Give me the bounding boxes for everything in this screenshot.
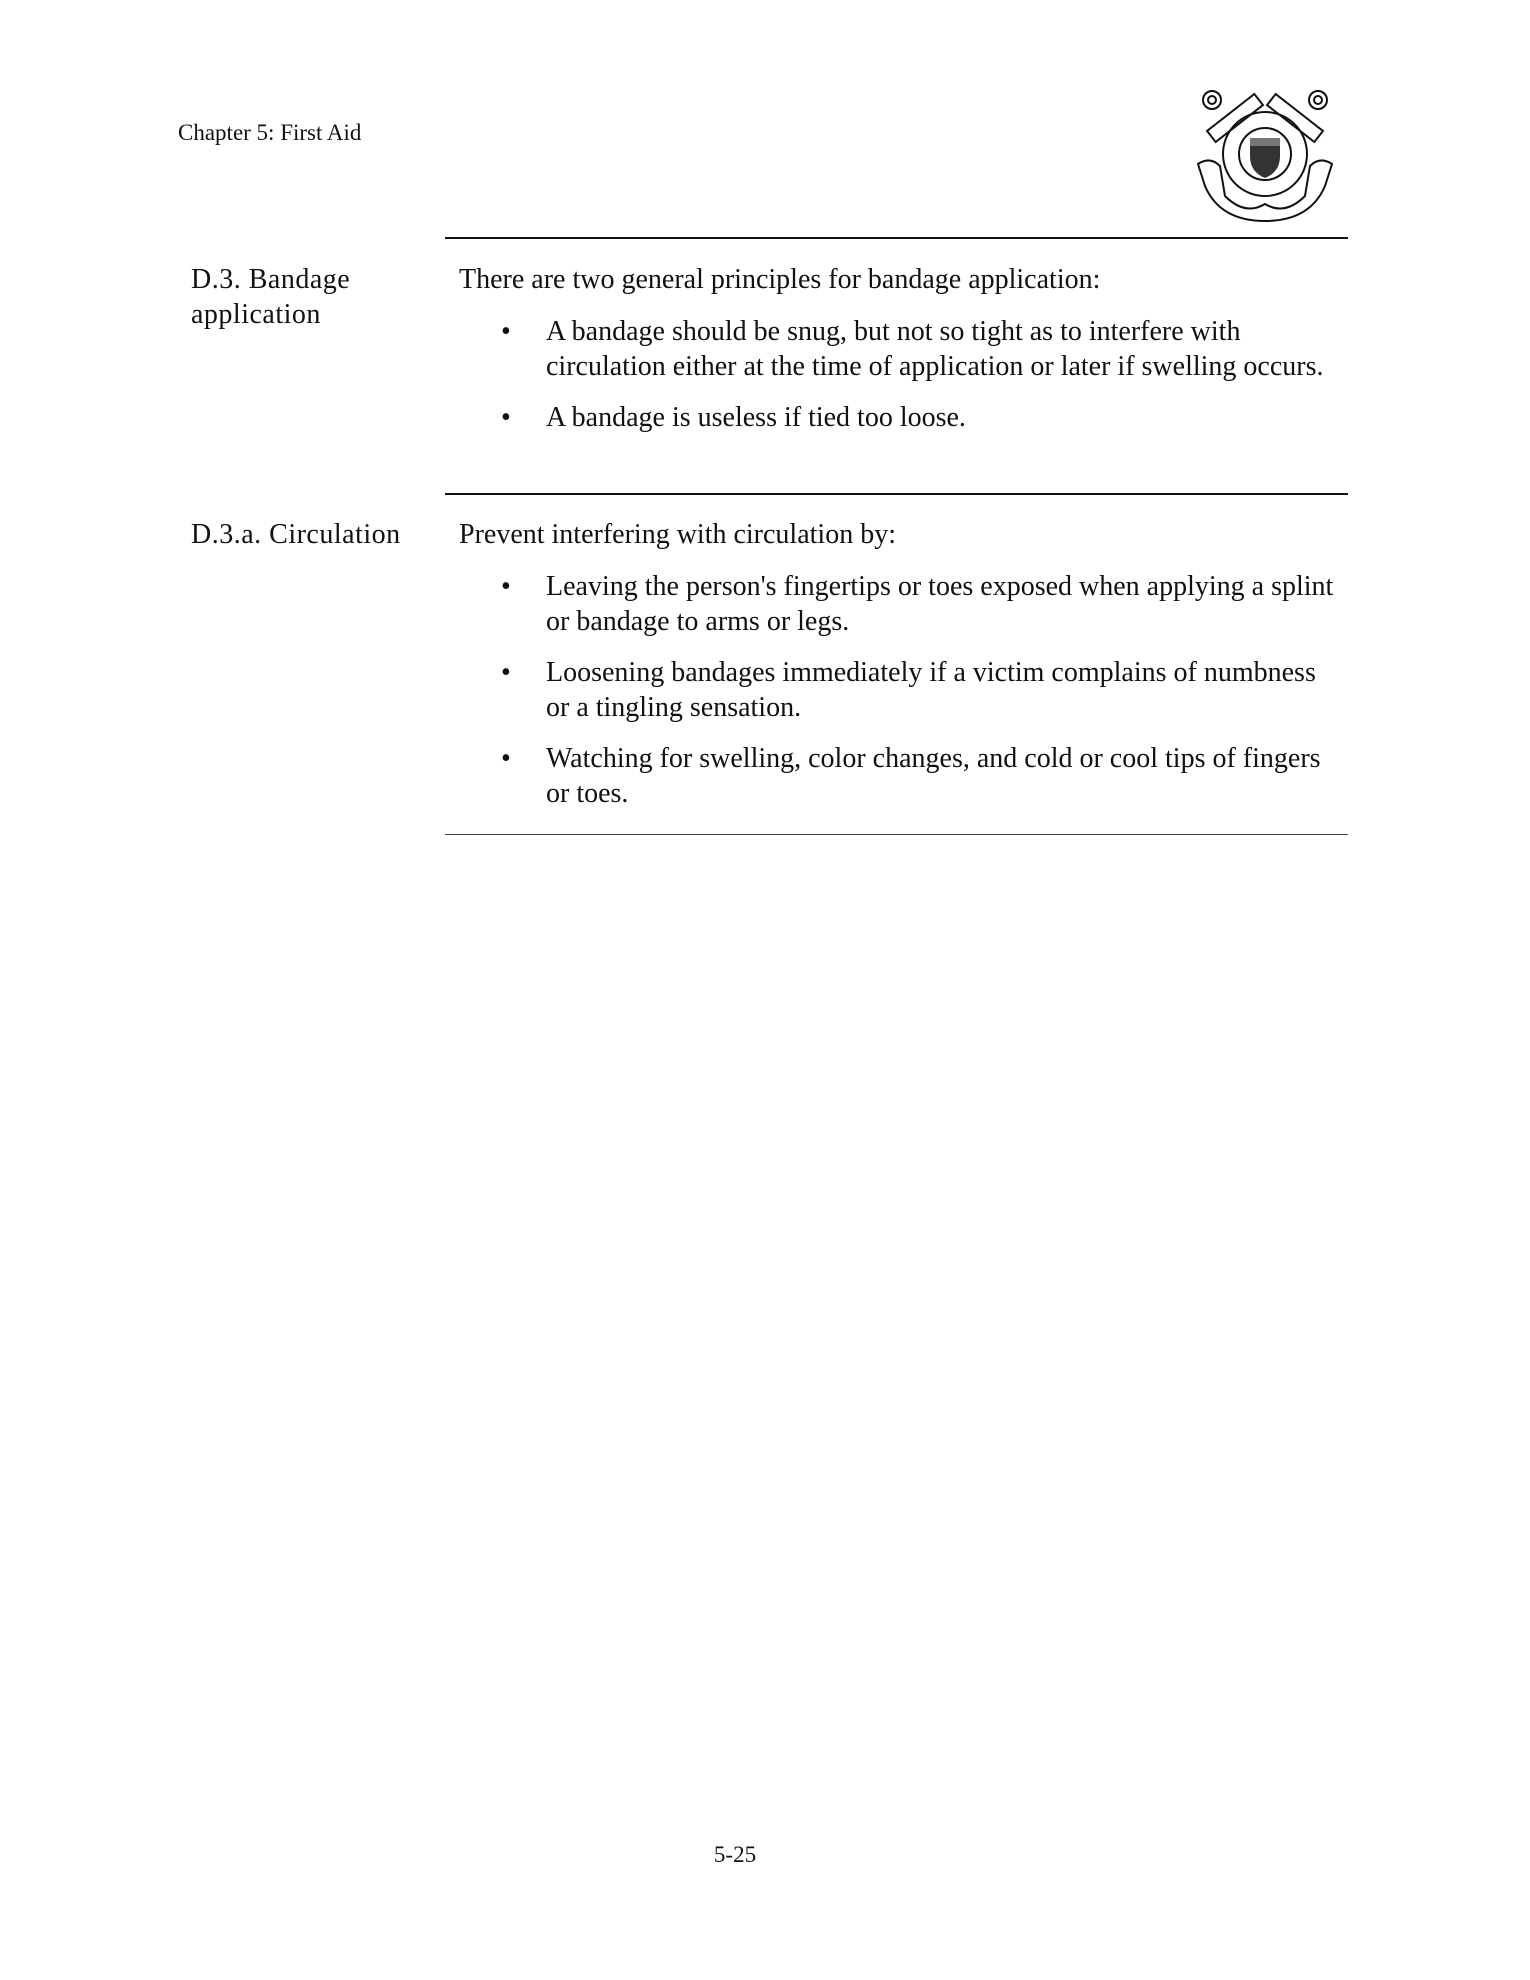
section-divider — [445, 834, 1348, 835]
list-item: • A bandage is useless if tied too loose. — [501, 402, 966, 433]
list-item: • A bandage should be snug, but not so tight as to interfere with circulation either at the time of application or later if swelling occurs. — [501, 316, 1324, 382]
section-divider — [445, 493, 1348, 495]
chapter-header: Chapter 5: First Aid — [178, 120, 362, 145]
bullet-icon: • — [501, 571, 511, 602]
bullet-icon: • — [501, 657, 511, 688]
section-label: D.3.a. Circulation — [191, 519, 401, 550]
page-number: 5-25 — [713, 1842, 757, 1867]
bullet-icon: • — [501, 402, 511, 433]
bullet-icon: • — [501, 316, 511, 347]
coast-guard-seal-logo — [1190, 86, 1340, 226]
list-item: • Leaving the person's fingertips or toes exposed when applying a splint or bandage to arms or legs. — [501, 571, 1334, 637]
section-label: D.3. Bandage application — [191, 264, 351, 330]
section-intro: Prevent interfering with circulation by: — [459, 519, 896, 550]
section-divider — [445, 237, 1348, 239]
section-intro: There are two general principles for bandage application: — [459, 264, 1101, 295]
list-item: • Watching for swelling, color changes, and cold or cool tips of fingers or toes. — [501, 743, 1321, 809]
list-item: • Loosening bandages immediately if a victim complains of numbness or a tingling sensation. — [501, 657, 1316, 723]
bullet-icon: • — [501, 743, 511, 774]
